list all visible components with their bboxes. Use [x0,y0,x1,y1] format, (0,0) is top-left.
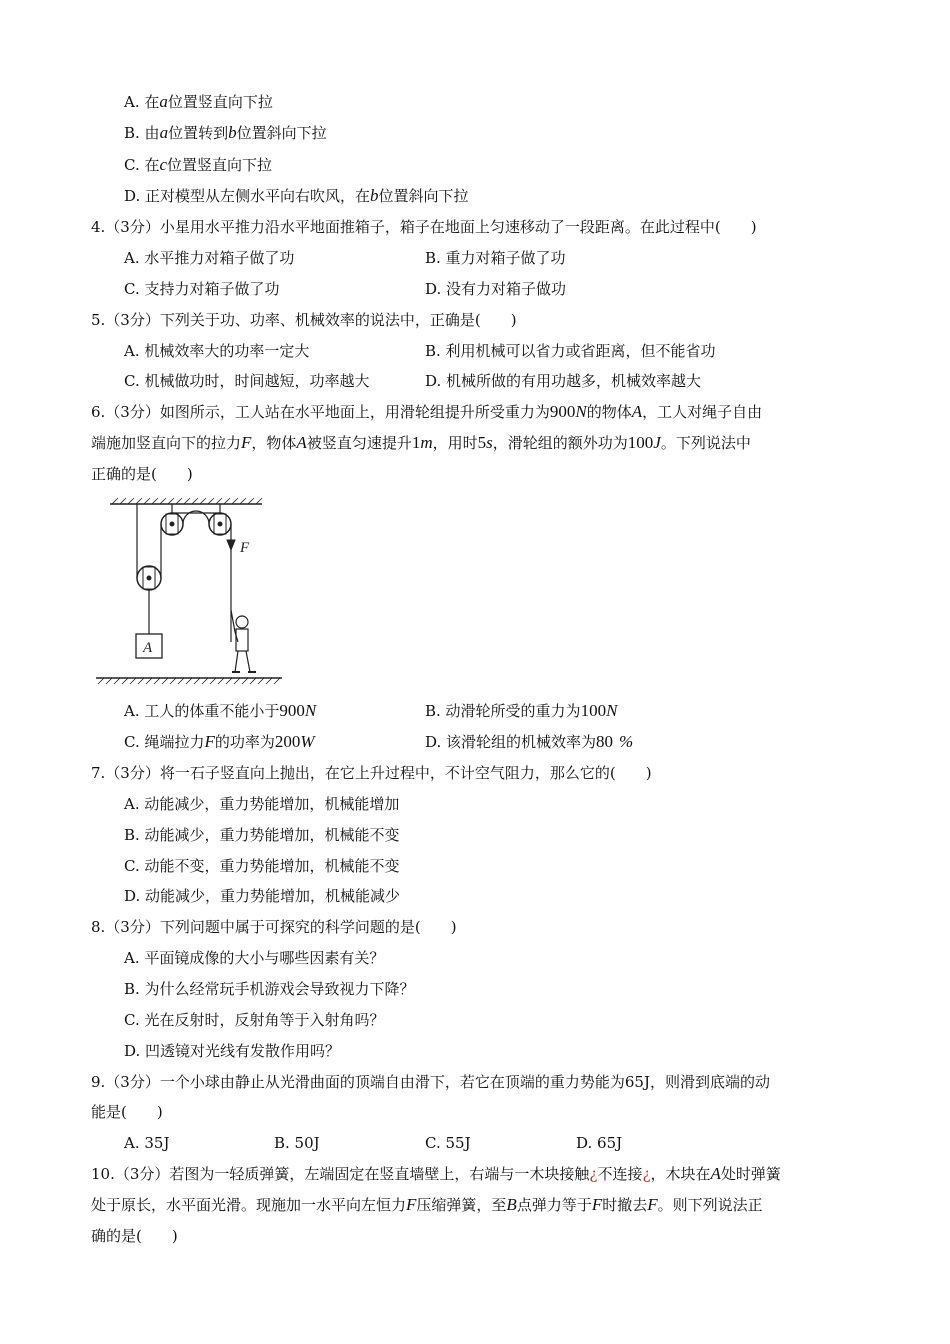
q7-stem: 7.（3分）将一石子竖直向上抛出，在它上升过程中，不计空气阻力，那么它的( ) [91,764,652,782]
q10-stem-line-2: 处于原长，水平面光滑。现施加一水平向左恒力F压缩弹簧，至B点弹力等于F时撤去F。则下列说法正 [91,1195,763,1214]
q5-option-a: A. 机械效率大的功率一定大 [124,342,310,360]
q3-option-d: D. 正对模型从左侧水平向右吹风，在b位置斜向下拉 [124,186,469,205]
pulley-system-figure [92,492,287,692]
force-label: F [240,540,250,556]
q5-option-c: C. 机械做功时，时间越短，功率越大 [124,372,370,390]
q4-option-d: D. 没有力对箱子做功 [425,280,567,298]
fixed-pulley-right [209,504,231,535]
q9-stem-line-2: 能是( ) [91,1103,163,1121]
q7-option-d: D. 动能减少，重力势能增加，机械能减少 [124,887,401,905]
q4-stem: 4.（3分）小星用水平推力沿水平地面推箱子，箱子在地面上匀速移动了一段距离。在此过程中( ) [91,218,757,236]
q6-stem-line-3: 正确的是( ) [91,465,193,483]
q9-option-d: D. 65J [576,1134,623,1152]
q3-option-c: C. 在c位置竖直向下拉 [124,155,273,174]
q4-option-b: B. 重力对箱子做了功 [425,249,566,267]
rope [137,504,231,642]
q8-stem: 8.（3分）下列问题中属于可探究的科学问题的是( ) [91,918,457,936]
q8-option-d: D. 凹透镜对光线有发散作用吗？ [124,1042,341,1060]
q5-stem: 5.（3分）下列关于功、功率、机械效率的说法中，正确是( ) [91,311,517,329]
q4-option-c: C. 支持力对箱子做了功 [124,280,280,298]
q3-option-b: B. 由a位置转到b位置斜向下拉 [124,123,327,142]
q7-option-c: C. 动能不变，重力势能增加，机械能不变 [124,857,400,875]
svg-text:A: A [143,640,153,656]
q8-option-c: C. 光在反射时，反射角等于入射角吗？ [124,1011,385,1029]
q4-option-a: A. 水平推力对箱子做了功 [124,249,295,267]
q6-option-b: B. 动滑轮所受的重力为100N [425,701,618,720]
q7-option-b: B. 动能减少，重力势能增加，机械能不变 [124,826,400,844]
q5-option-d: D. 机械所做的有用功越多，机械效率越大 [425,372,702,390]
worker [231,610,256,672]
ground [96,678,282,684]
q8-option-b: B. 为什么经常玩手机游戏会导致视力下降？ [124,980,415,998]
q6-option-c: C. 绳端拉力F的功率为200W [124,732,315,751]
q6-option-a: A. 工人的体重不能小于900N [124,701,317,720]
q7-option-a: A. 动能减少，重力势能增加，机械能增加 [124,795,400,813]
q6-stem-line-2: 端施加竖直向下的拉力F，物体A被竖直匀速提升1m，用时5s，滑轮组的额外功为100J。下列说法中 [91,433,751,452]
q10-stem-line-3: 确的是( ) [91,1227,178,1245]
force-arrow [227,540,235,550]
q6-option-d: D. 该滑轮组的机械效率为80 % [425,732,634,751]
q6-stem-line-1: 6.（3分）如图所示，工人站在水平地面上，用滑轮组提升所受重力为900N的物体A，工人对绳子自由 [91,402,763,421]
ceiling [110,498,262,504]
q9-option-a: A. 35J [124,1134,170,1152]
q3-option-a: A. 在a位置竖直向下拉 [124,92,273,111]
q9-option-b: B. 50J [274,1134,320,1152]
movable-pulley [137,566,161,634]
q9-option-c: C. 55J [425,1134,471,1152]
q5-option-b: B. 利用机械可以省力或省距离，但不能省功 [425,342,716,360]
fixed-pulley-left [161,504,183,535]
q8-option-a: A. 平面镜成像的大小与哪些因素有关？ [124,949,385,967]
q10-stem-line-1: 10.（3分）若图为一轻质弹簧，左端固定在竖直墙壁上，右端与一木块接触¿不连接¿，木块在A处时弹簧 [91,1164,781,1183]
q9-stem-line-1: 9.（3分）一个小球由静止从光滑曲面的顶端自由滑下，若它在顶端的重力势能为65J，则滑到底端的动 [91,1073,770,1091]
block-a [136,634,162,658]
